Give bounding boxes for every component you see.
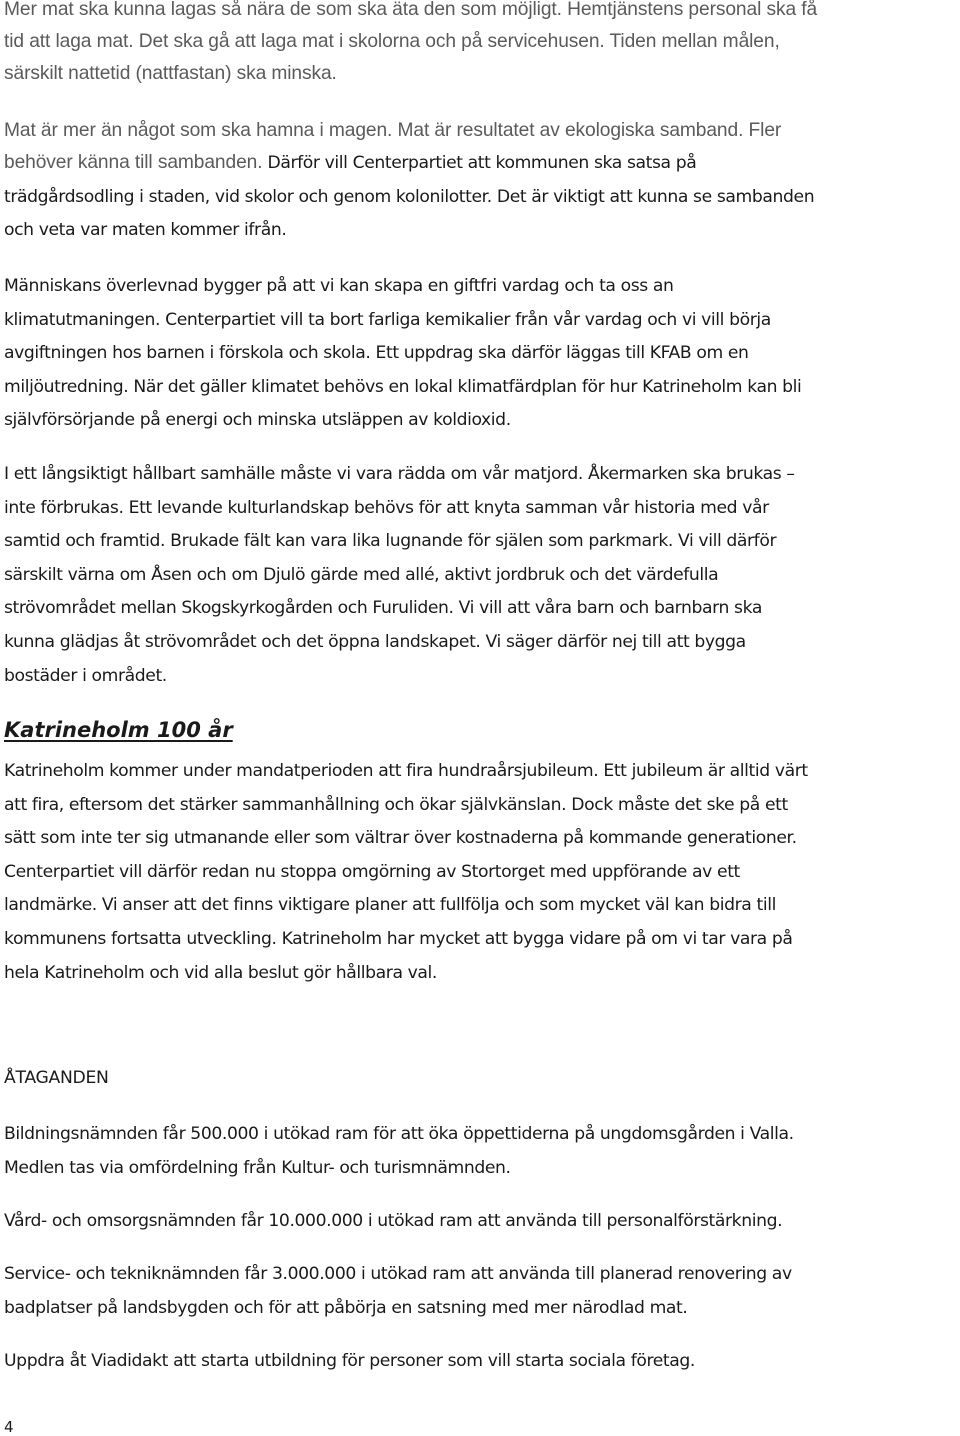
text-line: Vård- och omsorgsnämnden får 10.000.000 i utökad ram att använda till personalförstärkning. — [4, 1211, 783, 1231]
commitment-item — [4, 1345, 960, 1379]
text-line: I ett långsiktigt hållbart samhälle måste vi vara rädda om vår matjord. Åkermarken ska brukas – — [4, 464, 795, 484]
text-line: Bildningsnämnden får 500.000 i utökad ram för att öka öppettiderna på ungdomsgården i Valla. — [4, 1124, 794, 1144]
text-line: landmärke. Vi anser att det finns viktigare planer att fullfölja och som mycket väl kan bidra till — [4, 895, 776, 916]
commitment-item — [4, 1258, 960, 1325]
page-number: 4 — [4, 1418, 14, 1436]
text-line — [4, 147, 960, 181]
text-segment: Därför vill Centerpartiet att kommunen ska satsa på — [262, 153, 697, 173]
text-line: samtid och framtid. Brukade fält kan vara lika lugnande för själen som parkmark. Vi vill därför — [4, 531, 777, 552]
text-line: klimatutmaningen. Centerpartiet vill ta bort farliga kemikalier från vår vardag och vi vill börja — [4, 309, 771, 330]
text-line: Uppdra åt Viadidakt att starta utbildning för personer som vill starta sociala företag. — [4, 1351, 695, 1371]
paragraph-food — [4, 0, 960, 90]
text-line: badplatser på landsbygden och för att påbörja en satsning med mer närodlad mat. — [4, 1297, 688, 1318]
paragraph-climate — [4, 270, 960, 438]
text-line: sätt som inte ter sig utmanande eller som vältrar över kostnaderna på kommande generationer. — [4, 828, 797, 849]
text-line: hela Katrineholm och vid alla beslut gör hållbara val. — [4, 962, 437, 983]
text-line: särskilt nattetid (nattfastan) ska minska. — [4, 63, 337, 84]
paragraph-jubilee — [4, 755, 960, 990]
text-line: Centerpartiet vill därför redan nu stoppa omgörning av Stortorget med uppförande av ett — [4, 861, 740, 882]
text-line: Mer mat ska kunna lagas så nära de som ska äta den som möjligt. Hemtjänstens personal ska få — [4, 0, 818, 20]
paragraph-land — [4, 458, 960, 693]
text-line: Mat är mer än något som ska hamna i magen. Mat är resultatet av ekologiska samband. Fler — [4, 120, 782, 141]
text-line: självförsörjande på energi och minska utsläppen av koldioxid. — [4, 410, 511, 431]
paragraph-ecology — [4, 115, 960, 248]
commitment-item — [4, 1205, 960, 1239]
text-line: särskilt värna om Åsen och om Djulö gärde med allé, aktivt jordbruk och det värdefulla — [4, 564, 719, 585]
text-line: miljöutredning. När det gäller klimatet behövs en lokal klimatfärdplan för hur Katrineholm kan bli — [4, 376, 802, 397]
text-line: Service- och tekniknämnden får 3.000.000 i utökad ram att använda till planerad renovering av — [4, 1264, 792, 1284]
commitment-item — [4, 1118, 960, 1185]
text-line: kommunens fortsatta utveckling. Katrineholm har mycket att bygga vidare på om vi tar vara på — [4, 928, 793, 949]
text-line: trädgårdsodling i staden, vid skolor och genom kolonilotter. Det är viktigt att kunna se sambanden — [4, 186, 815, 207]
text-line: Människans överlevnad bygger på att vi kan skapa en giftfri vardag och ta oss an — [4, 276, 674, 296]
text-line: avgiftningen hos barnen i förskola och skola. Ett uppdrag ska därför läggas till KFAB om en — [4, 343, 749, 364]
text-line: bostäder i området. — [4, 665, 167, 686]
text-line: Katrineholm kommer under mandatperioden att fira hundraårsjubileum. Ett jubileum är alltid värt — [4, 761, 808, 781]
commitments-heading: ÅTAGANDEN — [4, 1068, 109, 1088]
text-line: och veta var maten kommer ifrån. — [4, 220, 287, 241]
text-line: kunna glädjas åt strövområdet och det öppna landskapet. Vi säger därför nej till att bygga — [4, 631, 746, 652]
text-line: tid att laga mat. Det ska gå att laga mat i skolorna och på servicehusen. Tiden mellan målen, — [4, 31, 780, 52]
text-line: inte förbrukas. Ett levande kulturlandskap behövs för att knyta samman vår historia med vår — [4, 497, 769, 518]
text-line: att fira, eftersom det stärker sammanhållning och ökar självkänslan. Dock måste det ske på ett — [4, 794, 788, 815]
text-segment: behöver känna till sambanden. — [4, 152, 263, 173]
text-line: strövområdet mellan Skogskyrkogården och Furuliden. Vi vill att våra barn och barnbarn ska — [4, 598, 762, 619]
text-line: Medlen tas via omfördelning från Kultur- och turismnämnden. — [4, 1157, 511, 1178]
section-heading: Katrineholm 100 år — [4, 718, 233, 742]
